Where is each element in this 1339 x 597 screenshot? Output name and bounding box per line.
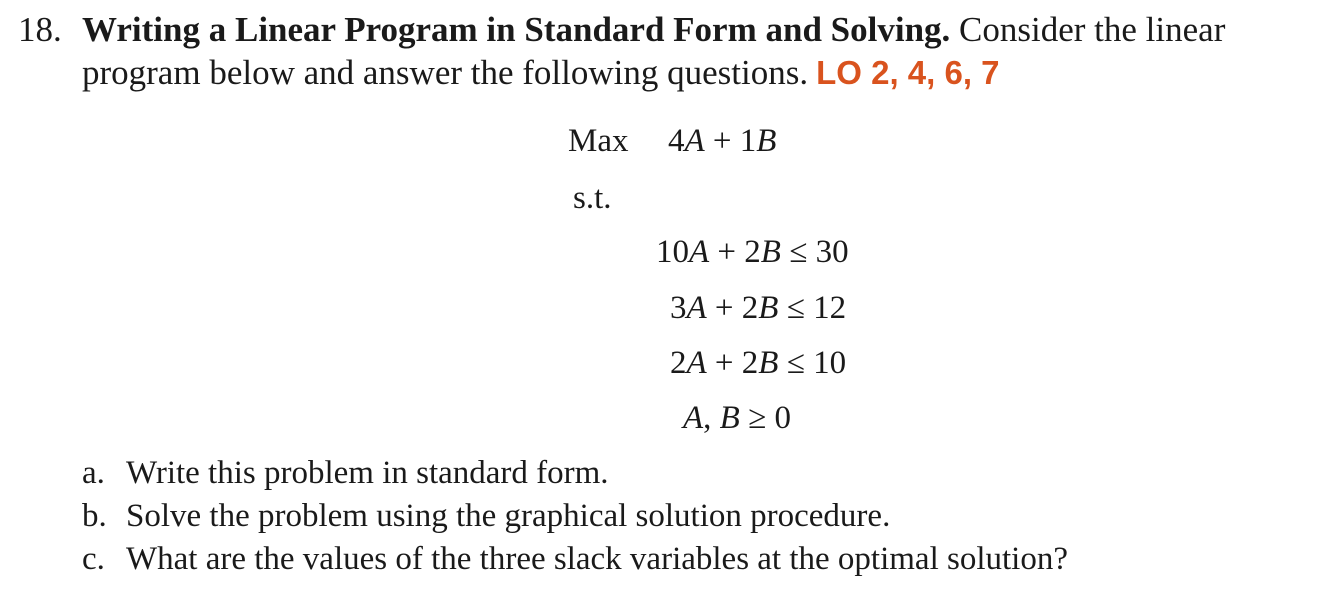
problem-intro-line-1 <box>82 10 1225 50</box>
constraint-3: 2A + 2B ≤ 10 <box>670 345 847 381</box>
constraint-2: 3A + 2B ≤ 12 <box>670 290 847 326</box>
problem-number: 18. <box>18 10 62 49</box>
problem-intro-text-1: Consider the linear <box>950 10 1226 49</box>
objective-function: 4A + 1B <box>668 123 777 159</box>
question-part-c <box>82 541 1068 578</box>
problem-intro-line-2 <box>82 53 1000 93</box>
problem-title: Writing a Linear Program in Standard Form and Solving. <box>82 10 951 49</box>
question-part-a <box>82 455 609 492</box>
part-text: What are the values of the three slack variables at the optimal solution? <box>126 541 1068 577</box>
problem-intro-text-2: program below and answer the following questions. <box>82 53 809 92</box>
part-label: a. <box>82 455 105 491</box>
part-text: Write this problem in standard form. <box>126 455 609 491</box>
part-text: Solve the problem using the graphical solution procedure. <box>126 498 891 534</box>
question-part-b <box>82 498 890 535</box>
constraint-1: 10A + 2B ≤ 30 <box>656 234 849 270</box>
part-label: c. <box>82 541 105 577</box>
non-negativity-constraint: A, B ≥ 0 <box>683 400 791 436</box>
objective-keyword: Max <box>568 123 629 159</box>
part-label: b. <box>82 498 107 534</box>
learning-objectives: LO 2, 4, 6, 7 <box>816 54 1000 91</box>
subject-to-label: s.t. <box>573 180 612 216</box>
